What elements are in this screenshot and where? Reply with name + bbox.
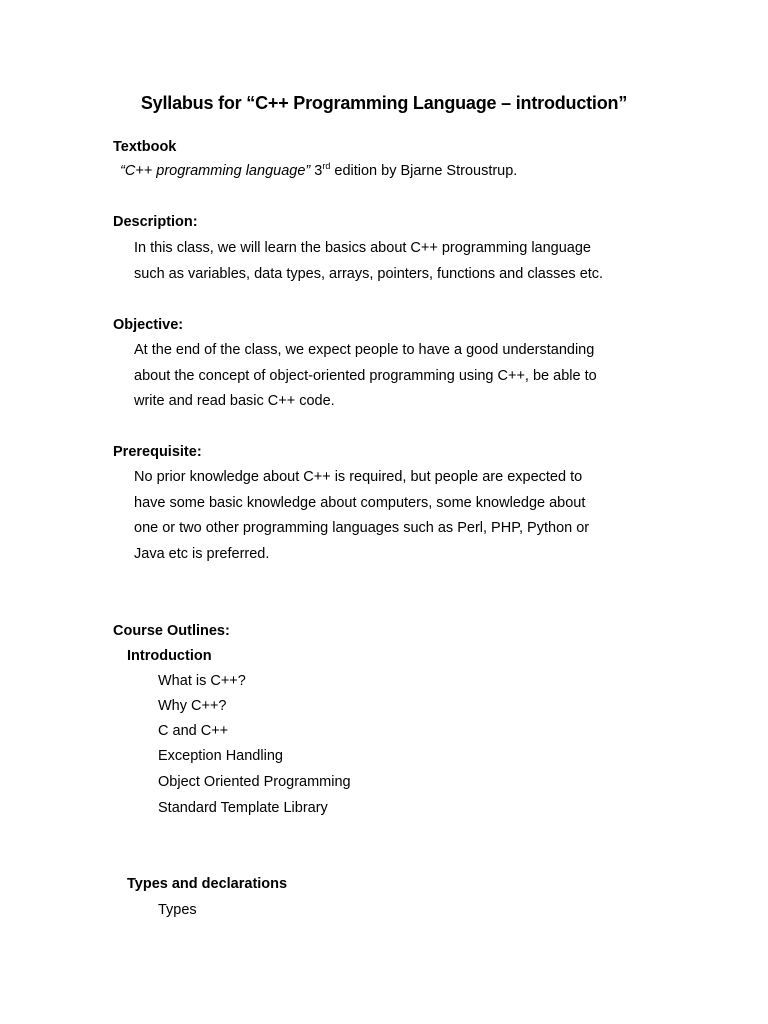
textbook-edition-rest: edition by Bjarne Stroustrup. xyxy=(334,163,518,179)
description-line: In this class, we will learn the basics about C++ programming language xyxy=(134,240,591,256)
outline-item: What is C++? xyxy=(158,673,246,689)
outline-item: Exception Handling xyxy=(158,748,283,764)
textbook-book-title: “C++ programming language” xyxy=(120,163,311,179)
prerequisite-line: have some basic knowledge about computers, some knowledge about xyxy=(134,495,586,511)
objective-line: about the concept of object-oriented programming using C++, be able to xyxy=(134,368,597,384)
objective-line: write and read basic C++ code. xyxy=(134,393,335,409)
outline-item: C and C++ xyxy=(158,723,229,739)
prerequisite-line: one or two other programming languages such as Perl, PHP, Python or xyxy=(134,520,590,536)
prerequisite-heading: Prerequisite: xyxy=(113,444,202,460)
outline-item: Standard Template Library xyxy=(158,800,328,816)
outline-item: Types xyxy=(158,902,197,918)
textbook-heading: Textbook xyxy=(113,139,177,155)
prerequisite-line: No prior knowledge about C++ is required, but people are expected to xyxy=(134,469,583,485)
prerequisite-line: Java etc is preferred. xyxy=(134,546,270,562)
course-outlines-heading: Course Outlines: xyxy=(113,623,230,639)
textbook-edition-suffix: rd xyxy=(322,161,331,172)
objective-heading: Objective: xyxy=(113,317,184,333)
page-title: Syllabus for “C++ Programming Language – introduction” xyxy=(140,93,628,113)
description-heading: Description: xyxy=(113,214,198,230)
textbook-edition-number: 3 xyxy=(314,163,323,179)
outline-item: Why C++? xyxy=(158,698,227,714)
objective-line: At the end of the class, we expect people to have a good understanding xyxy=(134,342,595,358)
textbook-reference xyxy=(120,161,517,181)
outline-item: Object Oriented Programming xyxy=(158,774,351,790)
outline-section-title: Introduction xyxy=(127,648,212,664)
description-line: such as variables, data types, arrays, pointers, functions and classes etc. xyxy=(134,266,604,282)
outline-section-title: Types and declarations xyxy=(127,876,288,892)
